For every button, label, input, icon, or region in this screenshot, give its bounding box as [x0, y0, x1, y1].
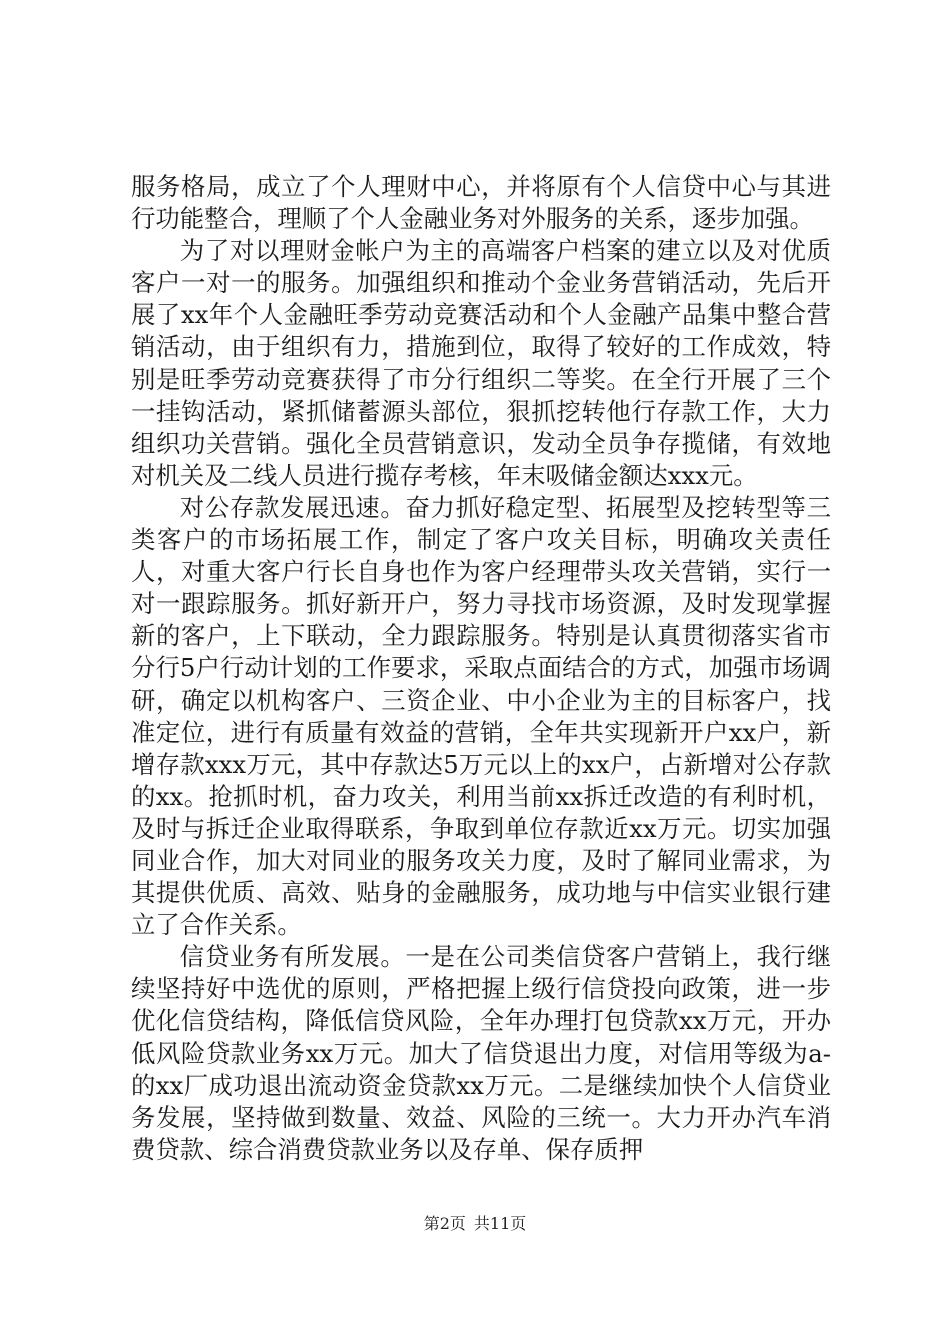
- paragraph-1: 服务格局，成立了个人理财中心，并将原有个人信贷中心与其进行功能整合，理顺了个人金融业务对外服务的关系，逐步加强。: [131, 172, 831, 234]
- paragraph-4: 信贷业务有所发展。一是在公司类信贷客户营销上，我行继续坚持好中选优的原则，严格把握上级行信贷投向政策，进一步优化信贷结构，降低信贷风险，全年办理打包贷款xx万元，开办低风险贷款业务xx万元。加大了信贷退出力度，对信用等级为a-的xx厂成功退出流动资金贷款xx万元。二是继续加快个人信贷业务发展，坚持做到数量、效益、风险的三统一。大力开办汽车消费贷款、综合消费贷款业务以及存单、保存质押: [131, 942, 831, 1164]
- paragraph-3: 对公存款发展迅速。奋力抓好稳定型、拓展型及挖转型等三类客户的市场拓展工作，制定了客户攻关目标，明确攻关责任人，对重大客户行长自身也作为客户经理带头攻关营销，实行一对一跟踪服务。抓好新开户，努力寻找市场资源，及时发现掌握新的客户，上下联动，全力跟踪服务。特别是认真贯彻落实省市分行5户行动计划的工作要求，采取点面结合的方式，加强市场调研，确定以机构客户、三资企业、中小企业为主的目标客户，找准定位，进行有质量有效益的营销，全年共实现新开户xx户，新增存款xxx万元，其中存款达5万元以上的xx户，占新增对公存款的xx。抢抓时机，奋力攻关，利用当前xx拆迁改造的有利时机，及时与拆迁企业取得联系，争取到单位存款近xx万元。切实加强同业合作，加大对同业的服务攻关力度，及时了解同业需求，为其提供优质、高效、贴身的金融服务，成功地与中信实业银行建立了合作关系。: [131, 492, 831, 940]
- document-body: [131, 171, 831, 1166]
- page-number: 第2页: [423, 1214, 466, 1233]
- paragraph-2: 为了对以理财金帐户为主的高端客户档案的建立以及对优质客户一对一的服务。加强组织和推动个金业务营销活动，先后开展了xx年个人金融旺季劳动竞赛活动和个人金融产品集中整合营销活动，由于组织有力，措施到位，取得了较好的工作成效，特别是旺季劳动竞赛获得了市分行组织二等奖。在全行开展了三个一挂钩活动，紧抓储蓄源头部位，狠抓挖转他行存款工作，大力组织功关营销。强化全员营销意识，发动全员争存揽储，有效地对机关及二线人员进行揽存考核，年末吸储金额达xxx元。: [131, 236, 831, 490]
- page-footer: [0, 1214, 950, 1234]
- page-total: 共11页: [473, 1214, 527, 1233]
